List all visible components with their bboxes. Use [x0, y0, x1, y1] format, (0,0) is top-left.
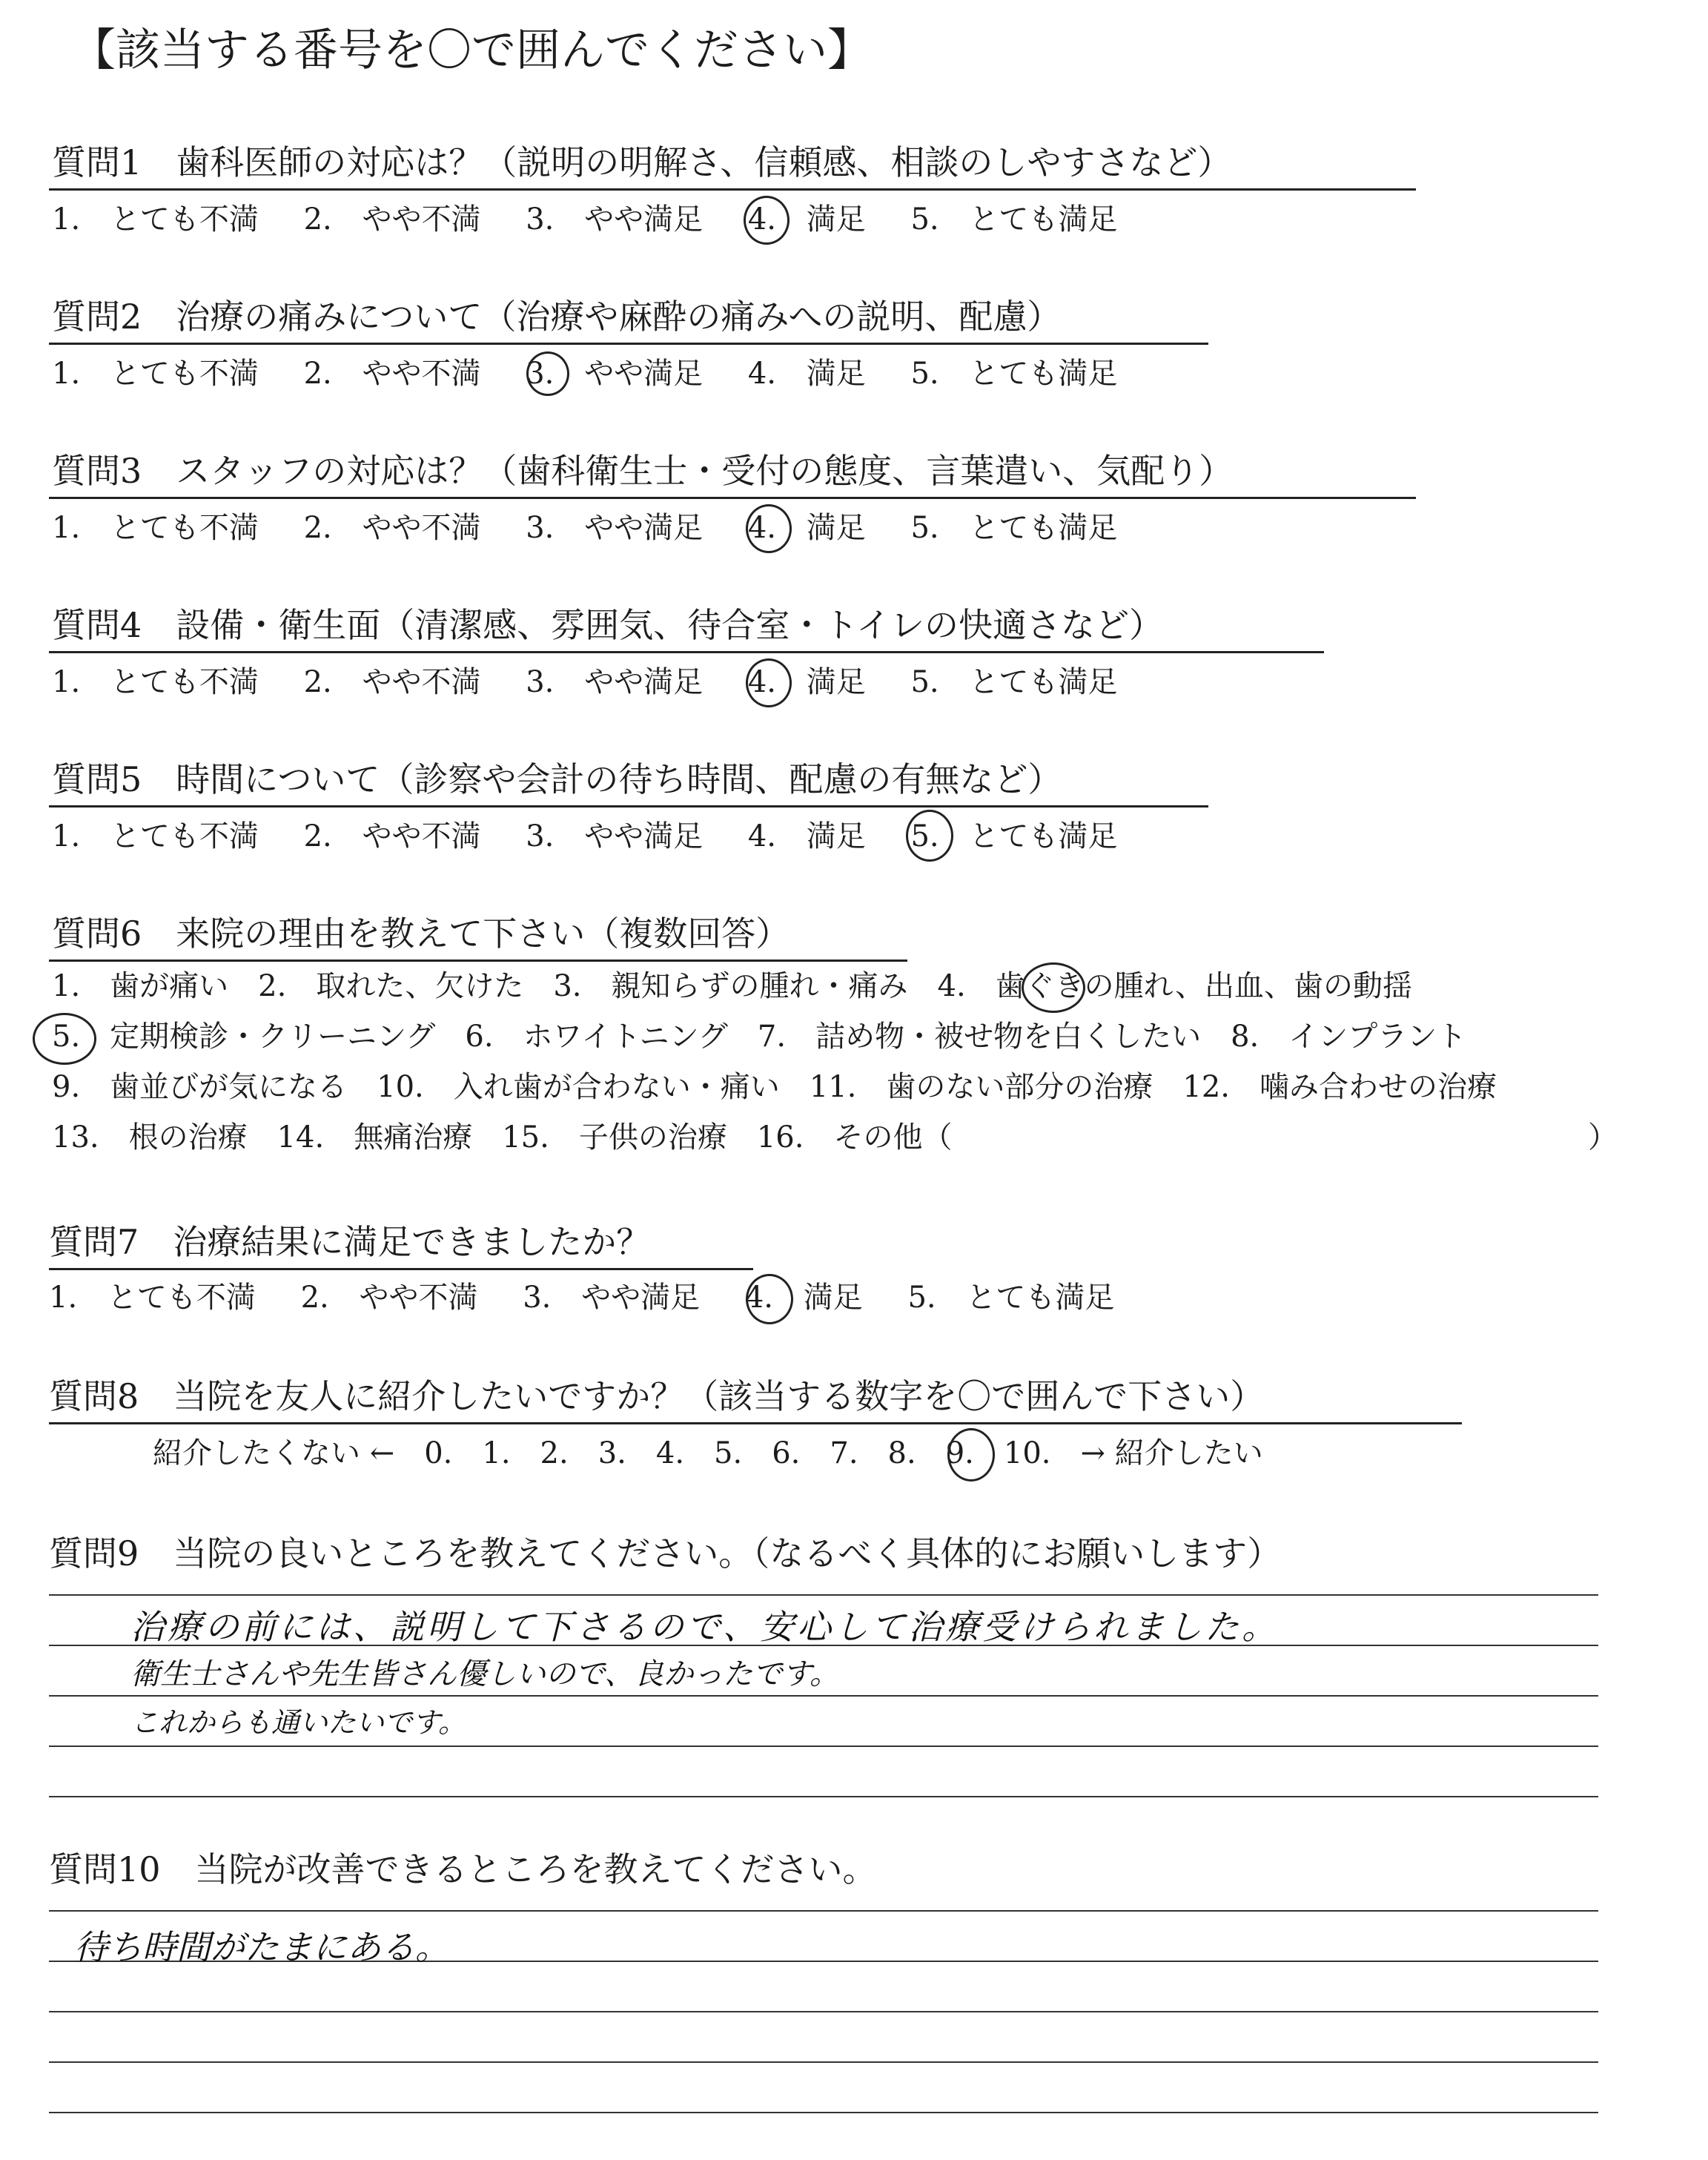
q2-opt1-label: とても不満 — [110, 357, 259, 391]
q1-opt4-num: 4. — [747, 202, 776, 237]
q5-opt1-label: とても不満 — [110, 819, 259, 853]
question-1-options[interactable] — [52, 202, 1118, 237]
q5-opt3-label: やや満足 — [584, 819, 704, 853]
q7-selection-circle — [746, 1274, 793, 1324]
question-7-options[interactable] — [49, 1281, 1115, 1315]
q10-writing-line-5 — [49, 2112, 1598, 2113]
q4-opt4-label: 満足 — [806, 665, 866, 699]
q2-selection-circle — [526, 351, 569, 396]
q4-selection-circle — [746, 658, 792, 707]
q4-opt2-num: 2. — [303, 665, 332, 699]
question-4-options[interactable] — [52, 667, 1117, 697]
q9-answer-2: 衛生士さんや先生皆さん優しいので、良かったです。 — [130, 1657, 839, 1691]
q3-opt2-label: やや不満 — [362, 511, 481, 545]
question-8-underline — [49, 1422, 1462, 1424]
q7-opt5-num: 5. — [907, 1281, 936, 1315]
q3-opt3-num: 3. — [526, 511, 555, 545]
q1-opt5-num: 5. — [910, 202, 939, 237]
q6-selection-circle-5 — [33, 1013, 96, 1065]
q3-opt2-num: 2. — [303, 511, 332, 545]
q1-selection-circle — [744, 196, 790, 245]
q7-opt4-label: 満足 — [803, 1281, 863, 1315]
q2-opt4-label: 満足 — [806, 357, 866, 391]
q5-opt1-num: 1. — [52, 819, 81, 853]
question-1-title: 質問1 歯科医師の対応は？（説明の明解さ、信頼感、相談のしやすさなど） — [52, 142, 1232, 182]
q3-opt4-label: 満足 — [806, 511, 866, 545]
q1-opt2-num: 2. — [303, 202, 332, 237]
question-4-underline — [49, 651, 1324, 653]
question-5-options[interactable] — [52, 819, 1118, 853]
q10-writing-line-1 — [49, 1910, 1598, 1912]
q7-opt5-label: とても満足 — [966, 1281, 1115, 1315]
q8-scale[interactable]: 紹介したくない ← 0. 1. 2. 3. 4. 5. 6. 7. 8. 9. 10. → 紹介したい — [153, 1436, 1263, 1470]
q4-opt1-num: 1. — [52, 665, 81, 699]
q2-opt3-label: やや満足 — [584, 357, 704, 391]
q2-opt3-num: 3. — [526, 357, 555, 391]
q4-opt5-num: 5. — [910, 665, 939, 699]
question-6-underline — [49, 960, 907, 962]
q5-opt2-num: 2. — [303, 819, 332, 853]
q6-row-2[interactable]: 5. 定期検診・クリーニング 6. ホワイトニング 7. 詰め物・被せ物を白くしたい 8. インプラント — [52, 1020, 1467, 1054]
survey-title: 【該当する番号を〇で囲んでください】 — [71, 24, 872, 76]
q7-opt2-num: 2. — [300, 1281, 329, 1315]
q3-selection-circle — [746, 504, 792, 553]
question-3-options[interactable] — [52, 513, 1117, 543]
question-4-title: 質問4 設備・衛生面（清潔感、雰囲気、待合室・トイレの快適さなど） — [52, 605, 1163, 645]
q7-opt1-label: とても不満 — [107, 1281, 256, 1315]
q2-opt2-num: 2. — [303, 357, 332, 391]
q9-answer-3: これからも通いたいです。 — [130, 1706, 466, 1739]
q7-opt2-label: やや不満 — [359, 1281, 478, 1315]
q1-opt4-label: 満足 — [806, 202, 866, 237]
q7-opt3-num: 3. — [523, 1281, 552, 1315]
q3-opt1-num: 1. — [52, 511, 81, 545]
q4-opt2-label: やや不満 — [362, 665, 481, 699]
question-3-underline — [49, 497, 1416, 499]
q2-opt5-num: 5. — [910, 357, 939, 391]
q7-opt1-num: 1. — [49, 1281, 78, 1315]
q8-selection-circle — [947, 1428, 995, 1482]
question-2-options[interactable] — [52, 359, 1117, 389]
q10-writing-line-3 — [49, 2011, 1598, 2012]
q5-opt4-num: 4. — [747, 819, 776, 853]
question-7-underline — [49, 1268, 753, 1270]
question-1-underline — [49, 188, 1416, 191]
question-2-underline — [49, 343, 1208, 345]
q5-opt2-label: やや不満 — [362, 819, 481, 853]
q10-answer-1: 待ち時間がたまにある。 — [74, 1927, 449, 1967]
q5-opt4-label: 満足 — [806, 819, 866, 853]
q4-opt3-num: 3. — [526, 665, 555, 699]
q4-opt1-label: とても不満 — [110, 665, 259, 699]
q1-opt5-label: とても満足 — [969, 202, 1118, 237]
q1-opt1-label: とても不満 — [110, 202, 259, 237]
question-5-title: 質問5 時間について（診察や会計の待ち時間、配慮の有無など） — [52, 759, 1062, 799]
q4-opt3-label: やや満足 — [584, 665, 704, 699]
q9-writing-line-3 — [49, 1695, 1598, 1697]
q4-opt4-num: 4. — [747, 665, 776, 699]
question-8-title: 質問8 当院を友人に紹介したいですか？（該当する数字を〇で囲んで下さい） — [49, 1376, 1265, 1416]
q9-writing-line-1 — [49, 1594, 1598, 1596]
q3-opt5-label: とても満足 — [969, 511, 1118, 545]
q2-opt2-label: やや不満 — [362, 357, 481, 391]
question-3-title: 質問3 スタッフの対応は？（歯科衛生士・受付の態度、言葉遣い、気配り） — [52, 451, 1234, 491]
q6-row-4[interactable]: 13. 根の治療 14. 無痛治療 15. 子供の治療 16. その他（ — [52, 1120, 953, 1155]
q9-writing-line-5 — [49, 1796, 1598, 1797]
q9-answer-1: 治療の前には、説明して下さるので、安心して治療受けられました。 — [130, 1607, 1280, 1647]
question-6-title: 質問6 来院の理由を教えて下さい（複数回答） — [52, 914, 790, 954]
question-10-title: 質問10 当院が改善できるところを教えてください。 — [49, 1849, 877, 1889]
q1-opt2-label: やや不満 — [362, 202, 481, 237]
q6-selection-circle-4 — [1022, 962, 1085, 1013]
q10-writing-line-4 — [49, 2061, 1598, 2063]
q2-opt1-num: 1. — [52, 357, 81, 391]
q1-opt3-label: やや満足 — [584, 202, 704, 237]
q3-opt3-label: やや満足 — [584, 511, 704, 545]
q3-opt4-num: 4. — [747, 511, 776, 545]
question-7-title: 質問7 治療結果に満足できましたか？ — [49, 1222, 651, 1262]
q5-selection-circle — [906, 810, 953, 862]
q5-opt3-num: 3. — [526, 819, 555, 853]
q1-opt3-num: 3. — [526, 202, 555, 237]
q5-opt5-label: とても満足 — [969, 819, 1118, 853]
q3-opt5-num: 5. — [910, 511, 939, 545]
q9-writing-line-4 — [49, 1745, 1598, 1747]
q3-opt1-label: とても不満 — [110, 511, 259, 545]
q6-row-1[interactable]: 1. 歯が痛い 2. 取れた、欠けた 3. 親知らずの腫れ・痛み 4. 歯ぐきの腫れ、出血、歯の動揺 — [52, 969, 1413, 1003]
q6-other-close-paren: ） — [1588, 1120, 1618, 1155]
q6-row-3[interactable]: 9. 歯並びが気になる 10. 入れ歯が合わない・痛い 11. 歯のない部分の治療 12. 噛み合わせの治療 — [52, 1070, 1497, 1104]
q7-opt3-label: やや満足 — [581, 1281, 701, 1315]
question-2-title: 質問2 治療の痛みについて（治療や麻酔の痛みへの説明、配慮） — [52, 297, 1062, 337]
q4-opt5-label: とても満足 — [969, 665, 1118, 699]
question-9-title: 質問9 当院の良いところを教えてください。（なるべく具体的にお願いします） — [49, 1533, 1282, 1573]
q5-opt5-num: 5. — [910, 819, 939, 853]
q1-opt1-num: 1. — [52, 202, 81, 237]
q2-opt4-num: 4. — [747, 357, 776, 391]
question-5-underline — [49, 805, 1208, 807]
q7-opt4-num: 4. — [744, 1281, 773, 1315]
q2-opt5-label: とても満足 — [969, 357, 1118, 391]
